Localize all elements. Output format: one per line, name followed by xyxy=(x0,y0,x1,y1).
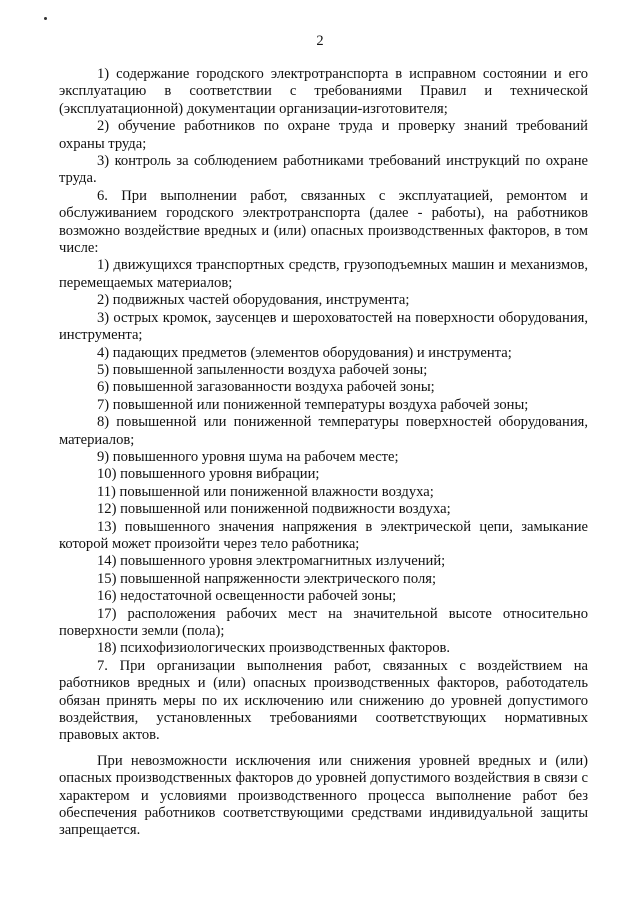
paragraph: 2) обучение работников по охране труда и проверку знаний требований охраны труда; xyxy=(59,118,588,152)
list-item: 6) повышенной загазованности воздуха рабочей зоны; xyxy=(97,379,435,396)
list-item: 7) повышенной или пониженной температуры воздуха рабочей зоны; xyxy=(97,396,529,413)
list-item: 8) повышенной или пониженной температуры поверхностей оборудования, материалов; xyxy=(59,414,588,448)
list-item: 18) психофизиологических производственных факторов. xyxy=(97,640,451,657)
list-item: 4) падающих предметов (элементов оборудования) и инструмента; xyxy=(97,344,512,361)
list-item: 10) повышенного уровня вибрации; xyxy=(97,466,320,483)
list-item: 17) расположения рабочих мест на значительной высоте относительно поверхности земли (пола); xyxy=(59,605,588,639)
paragraph: 7. При организации выполнения работ, связанных с воздействием на работников вредных и (или) опасных производственных факторов, работодатель обязан принять меры по их исключению или снижению до уровней допустимого воздействия, установленных требованиями соответствующих нормативных правовых актов. xyxy=(59,657,588,744)
list-item: 16) недостаточной освещенности рабочей зоны; xyxy=(97,588,397,605)
list-item: 13) повышенного значения напряжения в электрической цепи, замыкание которой может произойти через тело работника; xyxy=(59,518,588,552)
list-item: 3) острых кромок, заусенцев и шероховатостей на поверхности оборудования, инструмента; xyxy=(59,309,588,344)
scan-mark xyxy=(44,17,47,20)
page-number: 2 xyxy=(316,33,324,49)
paragraph: 3) контроль за соблюдением работниками требований инструкций по охране труда. xyxy=(59,153,588,187)
list-item: 12) повышенной или пониженной подвижности воздуха; xyxy=(97,501,451,518)
list-item: 11) повышенной или пониженной влажности воздуха; xyxy=(97,483,434,500)
list-item: 14) повышенного уровня электромагнитных излучений; xyxy=(97,553,446,570)
paragraph: 1) содержание городского электротранспорта в исправном состоянии и его эксплуатацию в соответствии с требованиями Правил и технической (эксплуатационной) документации организации-изготовителя; xyxy=(59,66,588,117)
list-item: 9) повышенного уровня шума на рабочем месте; xyxy=(97,448,399,465)
paragraph: При невозможности исключения или снижения уровней вредных и (или) опасных производственных факторов до уровней допустимого воздействия в связи с характером и условиями производственного процесса выполнение работ без обеспечения работников соответствующими средствами индивидуальной защиты запрещается. xyxy=(59,752,588,839)
list-item: 1) движущихся транспортных средств, грузоподъемных машин и механизмов, перемещаемых материалов; xyxy=(59,257,588,291)
list-item: 5) повышенной запыленности воздуха рабочей зоны; xyxy=(97,361,428,378)
document-body xyxy=(59,66,588,840)
list-item: 2) подвижных частей оборудования, инструмента; xyxy=(97,292,410,309)
list-item: 15) повышенной напряженности электрического поля; xyxy=(97,570,437,587)
paragraph: 6. При выполнении работ, связанных с эксплуатацией, ремонтом и обслуживанием городского электротранспорта (далее - работы), на работников возможно воздействие вредных и (или) опасных производственных факторов, в том числе: xyxy=(59,187,588,257)
